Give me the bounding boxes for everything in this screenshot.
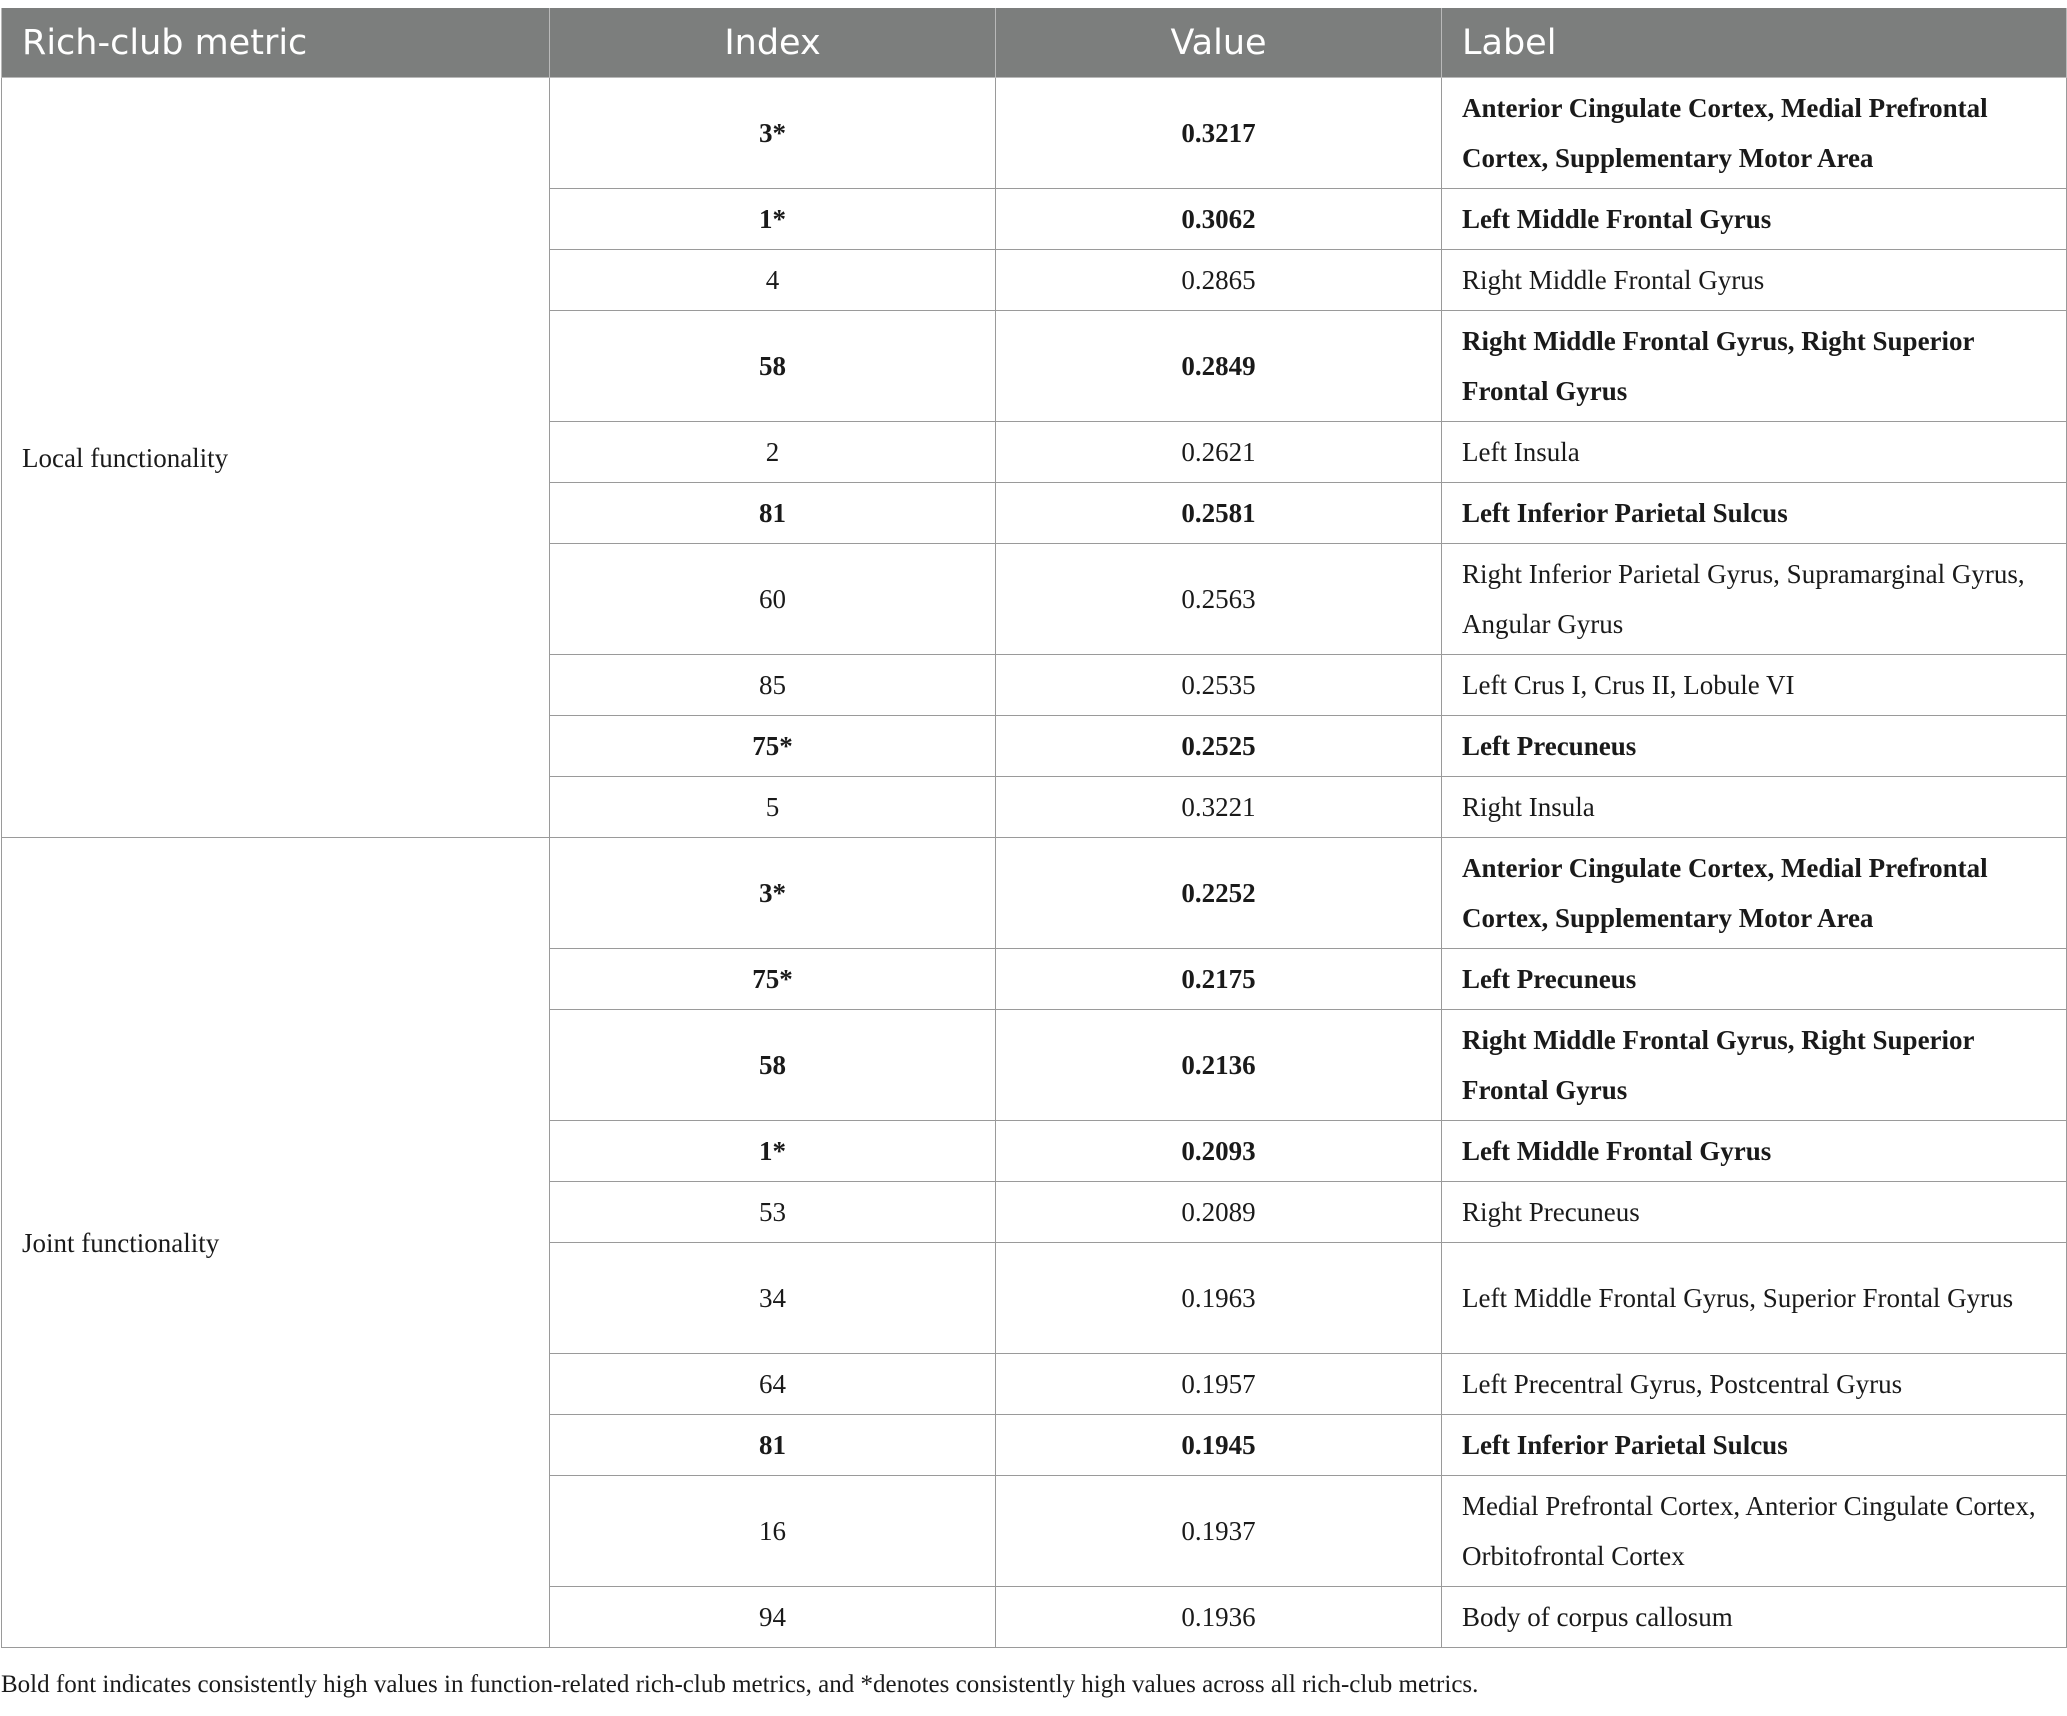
index-cell: 34 [550, 1243, 996, 1354]
label-cell: Right Precuneus [1442, 1182, 2067, 1243]
label-cell: Left Middle Frontal Gyrus [1442, 1121, 2067, 1182]
label-cell: Left Inferior Parietal Sulcus [1442, 1415, 2067, 1476]
value-cell: 0.2581 [996, 483, 1442, 544]
header-index: Index [550, 8, 996, 78]
label-cell: Anterior Cingulate Cortex, Medial Prefrontal Cortex, Supplementary Motor Area [1442, 78, 2067, 189]
label-cell: Right Middle Frontal Gyrus, Right Superior Frontal Gyrus [1442, 311, 2067, 422]
index-cell: 64 [550, 1354, 996, 1415]
value-cell: 0.2089 [996, 1182, 1442, 1243]
value-cell: 0.3217 [996, 78, 1442, 189]
value-cell: 0.1936 [996, 1587, 1442, 1648]
index-cell: 1* [550, 1121, 996, 1182]
value-cell: 0.2621 [996, 422, 1442, 483]
table-footnote: Bold font indicates consistently high values in function-related rich-club metrics, and *denotes consistently high values across all rich-club metrics. [1, 1671, 1479, 1698]
label-cell: Right Inferior Parietal Gyrus, Supramarginal Gyrus, Angular Gyrus [1442, 544, 2067, 655]
index-cell: 58 [550, 311, 996, 422]
index-cell: 5 [550, 777, 996, 838]
header-rich-club-metric: Rich-club metric [2, 8, 550, 78]
label-cell: Right Insula [1442, 777, 2067, 838]
value-cell: 0.2175 [996, 949, 1442, 1010]
value-cell: 0.1945 [996, 1415, 1442, 1476]
label-cell: Left Middle Frontal Gyrus, Superior Frontal Gyrus [1442, 1243, 2067, 1354]
index-cell: 94 [550, 1587, 996, 1648]
value-cell: 0.2093 [996, 1121, 1442, 1182]
index-cell: 75* [550, 716, 996, 777]
value-cell: 0.2252 [996, 838, 1442, 949]
value-cell: 0.2535 [996, 655, 1442, 716]
index-cell: 53 [550, 1182, 996, 1243]
label-cell: Right Middle Frontal Gyrus [1442, 250, 2067, 311]
label-cell: Left Crus I, Crus II, Lobule VI [1442, 655, 2067, 716]
table-row [2, 838, 2067, 949]
label-cell: Anterior Cingulate Cortex, Medial Prefrontal Cortex, Supplementary Motor Area [1442, 838, 2067, 949]
index-cell: 3* [550, 78, 996, 189]
value-cell: 0.2563 [996, 544, 1442, 655]
value-cell: 0.1963 [996, 1243, 1442, 1354]
value-cell: 0.2525 [996, 716, 1442, 777]
table-row [2, 78, 2067, 189]
header-label: Label [1442, 8, 2067, 78]
label-cell: Left Insula [1442, 422, 2067, 483]
rich-club-table [1, 8, 2067, 1648]
header-row [2, 8, 2067, 78]
group-label: Joint functionality [2, 838, 550, 1648]
label-cell: Left Precuneus [1442, 949, 2067, 1010]
index-cell: 58 [550, 1010, 996, 1121]
group-label: Local functionality [2, 78, 550, 838]
label-cell: Medial Prefrontal Cortex, Anterior Cingulate Cortex, Orbitofrontal Cortex [1442, 1476, 2067, 1587]
index-cell: 3* [550, 838, 996, 949]
index-cell: 75* [550, 949, 996, 1010]
value-cell: 0.1957 [996, 1354, 1442, 1415]
label-cell: Right Middle Frontal Gyrus, Right Superior Frontal Gyrus [1442, 1010, 2067, 1121]
index-cell: 2 [550, 422, 996, 483]
label-cell: Body of corpus callosum [1442, 1587, 2067, 1648]
value-cell: 0.1937 [996, 1476, 1442, 1587]
index-cell: 4 [550, 250, 996, 311]
index-cell: 81 [550, 483, 996, 544]
index-cell: 1* [550, 189, 996, 250]
index-cell: 85 [550, 655, 996, 716]
value-cell: 0.2136 [996, 1010, 1442, 1121]
label-cell: Left Middle Frontal Gyrus [1442, 189, 2067, 250]
index-cell: 60 [550, 544, 996, 655]
header-value: Value [996, 8, 1442, 78]
value-cell: 0.2849 [996, 311, 1442, 422]
value-cell: 0.3062 [996, 189, 1442, 250]
table-body [2, 78, 2067, 1648]
index-cell: 16 [550, 1476, 996, 1587]
label-cell: Left Inferior Parietal Sulcus [1442, 483, 2067, 544]
table-container [0, 8, 2067, 1648]
index-cell: 81 [550, 1415, 996, 1476]
label-cell: Left Precuneus [1442, 716, 2067, 777]
label-cell: Left Precentral Gyrus, Postcentral Gyrus [1442, 1354, 2067, 1415]
value-cell: 0.2865 [996, 250, 1442, 311]
value-cell: 0.3221 [996, 777, 1442, 838]
